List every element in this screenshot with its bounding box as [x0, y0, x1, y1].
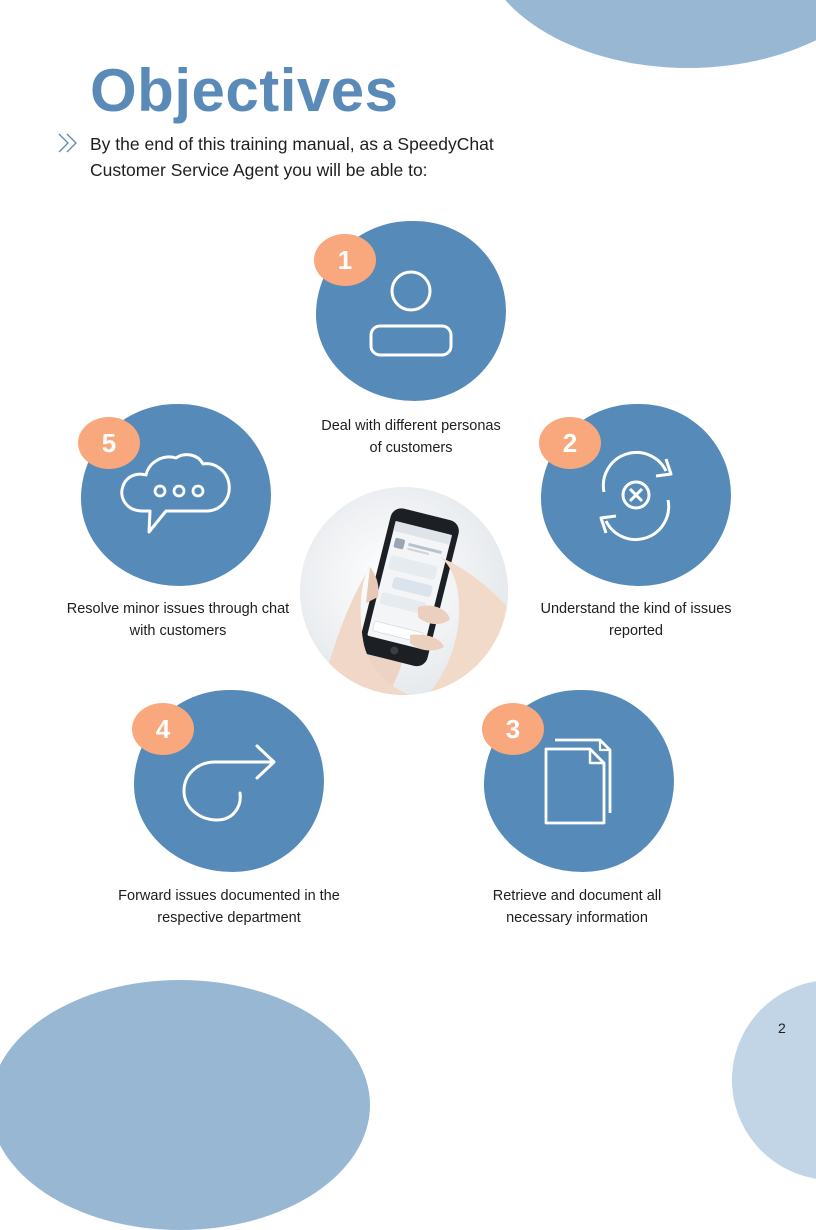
- page-number: 2: [778, 1020, 786, 1036]
- decorative-shape-corner: [732, 980, 816, 1180]
- objective-caption-text: Understand the kind of issues reported: [540, 601, 732, 639]
- objective-4-caption: [118, 885, 340, 929]
- objective-caption-text: Forward issues documented in the respective department: [118, 888, 340, 926]
- objective-1-badge: 1: [314, 234, 376, 286]
- objective-caption-text: Resolve minor issues through chat with customers: [66, 601, 290, 639]
- double-chevron-icon: [58, 133, 80, 153]
- objective-5-badge: 5: [78, 417, 140, 469]
- decorative-shape-bottom: [0, 980, 370, 1230]
- objective-caption-text: Retrieve and document all necessary information: [492, 888, 662, 926]
- objective-2-badge: 2: [539, 417, 601, 469]
- objective-3-caption: [474, 885, 680, 929]
- smartphone-photo: [300, 487, 508, 695]
- objective-1-caption: [316, 415, 506, 459]
- intro-text: By the end of this training manual, as a SpeedyChat Customer Service Agent you will be able to:: [90, 134, 494, 180]
- decorative-shape-top: [478, 0, 816, 68]
- objective-4-badge: 4: [132, 703, 194, 755]
- objective-caption-text: Deal with different personas of customers: [321, 418, 501, 456]
- objective-3-badge: 3: [482, 703, 544, 755]
- page-title: Objectives: [90, 57, 399, 124]
- objective-5-caption: [66, 598, 290, 642]
- objective-2-caption: [536, 598, 736, 642]
